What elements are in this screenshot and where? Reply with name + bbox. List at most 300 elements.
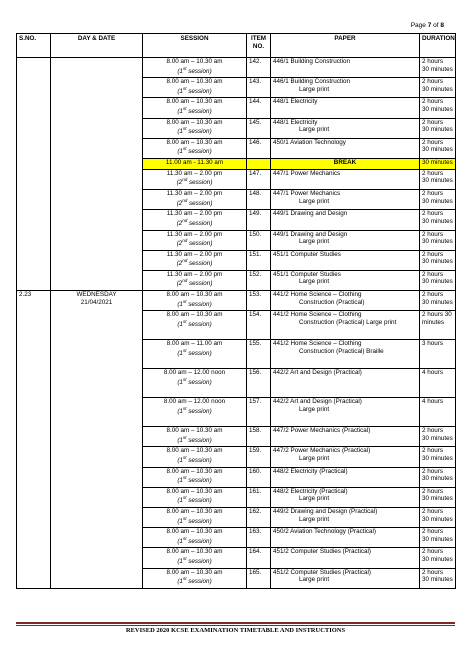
session-time: 8.00 am – 10.30 am (166, 467, 223, 475)
session-time: 8.00 am – 11.00 am (166, 340, 223, 348)
break-duration: 30 minutes (420, 158, 456, 169)
day-cell (51, 291, 143, 589)
header-session: SESSION (143, 34, 247, 58)
session-cell (143, 568, 247, 588)
session-ordinal: 1 (179, 128, 183, 136)
session-ordinal-suffix: nd (182, 177, 188, 183)
paper-cell (271, 487, 420, 507)
header-day: DAY & DATE (51, 34, 143, 58)
item-number: 161. (247, 487, 271, 507)
duration-line2: 30 minutes (422, 535, 453, 543)
paper-subtitle: Large print (299, 197, 330, 205)
item-number: 162. (247, 508, 271, 528)
duration-line1: 2 hours (422, 250, 444, 258)
item-number: 143. (247, 78, 271, 98)
session-number: (1st session) (177, 146, 212, 156)
header-item: ITEM NO. (247, 34, 271, 58)
session-ordinal: 1 (179, 436, 183, 444)
session-cell (143, 398, 247, 427)
item-number: 150. (247, 230, 271, 250)
paper-subtitle: Construction (Practical) Braille (299, 347, 384, 355)
session-number: (1st session) (177, 576, 212, 586)
header-row (17, 34, 456, 58)
session-ordinal: 1 (179, 497, 183, 505)
paper-title: 441/2 Home Science – Clothing (273, 291, 362, 299)
session-ordinal-suffix: st (182, 376, 187, 382)
session-ordinal: 2 (178, 260, 183, 268)
paper-subtitle: Large print (299, 515, 330, 523)
paper-title: 442/2 Art and Design (Practical) (273, 398, 362, 406)
session-ordinal-suffix: st (182, 65, 187, 71)
duration-line1: 2 hours (422, 487, 444, 495)
paper-title: 448/1 Electricity (273, 98, 318, 106)
session-time: 11.30 am – 2.00 pm (166, 169, 223, 177)
session-time: 8.00 am – 10.30 am (166, 528, 223, 536)
paper-subtitle: Large print (299, 238, 330, 246)
session-ordinal: 1 (179, 558, 183, 566)
duration-line2: 30 minutes (422, 177, 453, 185)
item-number: 152. (247, 270, 271, 290)
paper-title: 451/1 Computer Studies (273, 270, 341, 278)
session-ordinal: 2 (178, 199, 183, 207)
duration-cell (420, 169, 456, 189)
item-number: 160. (247, 467, 271, 487)
session-word: session (188, 477, 210, 485)
item-number: 154. (247, 311, 271, 340)
session-word: session (188, 407, 210, 415)
paper-cell (271, 58, 420, 78)
paper-cell (271, 169, 420, 189)
paper-title: 451/1 Computer Studies (273, 250, 341, 258)
session-cell (143, 548, 247, 568)
session-time: 8.00 am – 10.30 am (166, 568, 223, 576)
duration-line1: 2 hours (422, 270, 444, 278)
paper-cell (271, 340, 420, 369)
paper-cell (271, 250, 420, 270)
session-ordinal-suffix: st (182, 85, 187, 91)
duration-cell (420, 528, 456, 548)
paper-title: 449/2 Drawing and Design (Practical) (273, 508, 378, 515)
session-ordinal-suffix: st (182, 576, 187, 582)
duration-line1: 2 hours (422, 548, 444, 556)
item-number: 165. (247, 568, 271, 588)
session-cell (143, 210, 247, 230)
session-time: 11.30 am – 2.00 pm (166, 210, 223, 218)
paper-title: 450/2 Aviation Technology (Practical) (273, 528, 377, 536)
duration-line1: 2 hours 30 (422, 311, 452, 319)
paper-title: 441/2 Home Science – Clothing (273, 311, 362, 319)
session-ordinal: 1 (179, 87, 183, 95)
session-ordinal-suffix: st (182, 126, 187, 132)
paper-title: 448/1 Electricity (273, 118, 318, 126)
session-time: 8.00 am – 12.00 noon (163, 398, 226, 406)
header-duration: DURATION (420, 34, 456, 58)
session-word: session (188, 219, 211, 227)
session-cell (143, 467, 247, 487)
session-number: (1st session) (177, 475, 212, 485)
session-word: session (188, 349, 210, 357)
paper-cell (271, 427, 420, 447)
day-date: 21/04/2021 (80, 298, 113, 306)
session-ordinal-suffix: st (182, 555, 187, 561)
session-time: 8.00 am – 10.30 am (166, 98, 223, 106)
table-row (17, 291, 456, 311)
paper-cell (271, 467, 420, 487)
session-word: session (188, 148, 210, 156)
duration-line2: 30 minutes (422, 278, 453, 286)
session-ordinal-suffix: nd (182, 217, 188, 223)
duration-cell (420, 138, 456, 158)
session-number: (2nd session) (176, 197, 213, 207)
duration-line2: 30 minutes (422, 495, 453, 503)
session-cell (143, 447, 247, 467)
session-number: (1st session) (177, 434, 212, 444)
day-name: WEDNESDAY (76, 291, 117, 299)
duration-cell (420, 487, 456, 507)
paper-cell (271, 270, 420, 290)
item-number: 155. (247, 340, 271, 369)
duration-line2: 30 minutes (422, 197, 453, 205)
paper-title: 449/1 Drawing and Design (273, 210, 348, 218)
duration-cell (420, 340, 456, 369)
session-cell (143, 230, 247, 250)
session-ordinal-suffix: st (182, 535, 187, 541)
session-word: session (188, 199, 211, 207)
session-cell (143, 190, 247, 210)
break-time: 11.00 am - 11.30 am (143, 158, 247, 169)
session-cell (143, 369, 247, 398)
duration-cell (420, 98, 456, 118)
session-ordinal: 1 (179, 537, 183, 545)
session-word: session (188, 320, 210, 328)
session-word: session (188, 240, 211, 248)
duration-line1: 2 hours (422, 427, 444, 435)
session-ordinal-suffix: nd (182, 258, 188, 264)
duration-cell (420, 311, 456, 340)
item-number: 145. (247, 118, 271, 138)
session-time: 8.00 am – 10.30 am (166, 487, 223, 495)
header-sno: S.NO. (17, 34, 51, 58)
duration-line2: 30 minutes (422, 475, 453, 483)
session-number: (2nd session) (176, 238, 213, 248)
session-cell (143, 169, 247, 189)
duration-line1: 2 hours (422, 467, 444, 475)
session-ordinal-suffix: st (182, 347, 187, 353)
duration-line2: 30 minutes (422, 217, 453, 225)
session-time: 8.00 am – 10.30 am (166, 78, 223, 86)
paper-cell (271, 311, 420, 340)
session-time: 8.00 am – 10.30 am (166, 427, 223, 435)
paper-title: 451/2 Computer Studies (Practical) (273, 568, 371, 576)
duration-cell (420, 447, 456, 467)
session-time: 8.00 am – 10.30 am (166, 447, 223, 455)
page-current: 7 (427, 22, 432, 29)
session-word: session (188, 128, 210, 136)
session-ordinal: 2 (178, 219, 183, 227)
session-number: (1st session) (177, 454, 212, 465)
session-number: (2nd session) (176, 278, 213, 288)
session-ordinal-suffix: st (182, 495, 187, 501)
session-ordinal-suffix: nd (182, 238, 188, 244)
duration-line2: 30 minutes (422, 298, 453, 306)
paper-cell (271, 508, 420, 528)
session-word: session (188, 558, 210, 566)
session-time: 8.00 am – 10.30 am (166, 118, 223, 126)
session-number: (1st session) (177, 535, 212, 545)
item-number: 149. (247, 210, 271, 230)
session-word: session (188, 300, 210, 308)
session-word: session (188, 280, 211, 288)
paper-subtitle: Large print (299, 278, 330, 286)
paper-subtitle: Large print (299, 454, 330, 462)
duration-line2: 30 minutes (422, 434, 453, 442)
duration-line1: 3 hours (422, 340, 444, 348)
session-time: 8.00 am – 10.30 am (166, 548, 223, 556)
item-number: 146. (247, 138, 271, 158)
session-ordinal: 1 (179, 67, 183, 75)
duration-line1: 2 hours (422, 230, 444, 238)
duration-cell (420, 270, 456, 290)
duration-line1: 2 hours (422, 118, 444, 126)
session-cell (143, 250, 247, 270)
duration-line1: 2 hours (422, 508, 444, 515)
duration-line1: 2 hours (422, 528, 444, 536)
duration-line1: 2 hours (422, 58, 444, 65)
session-ordinal: 1 (179, 477, 183, 485)
duration-line1: 2 hours (422, 169, 444, 177)
item-number: 153. (247, 291, 271, 311)
session-time: 11.30 am – 2.00 pm (166, 270, 223, 278)
session-word: session (188, 457, 210, 465)
paper-subtitle: Large print (299, 85, 330, 93)
session-ordinal: 1 (179, 517, 183, 525)
paper-title: 446/1 Building Construction (273, 78, 351, 86)
paper-cell (271, 118, 420, 138)
session-ordinal-suffix: st (182, 318, 187, 324)
session-number: (1st session) (177, 555, 212, 566)
duration-line2: 30 minutes (422, 126, 453, 134)
duration-line2: 30 minutes (422, 146, 453, 154)
paper-cell (271, 210, 420, 230)
duration-line1: 2 hours (422, 138, 444, 146)
duration-line1: 2 hours (422, 78, 444, 86)
duration-line1: 2 hours (422, 568, 444, 576)
duration-line2: 30 minutes (422, 105, 453, 113)
session-cell (143, 311, 247, 340)
session-ordinal: 1 (179, 320, 183, 328)
paper-cell (271, 447, 420, 467)
duration-cell (420, 398, 456, 427)
item-number: 156. (247, 369, 271, 398)
duration-cell (420, 58, 456, 78)
session-time: 11.30 am – 2.00 pm (166, 190, 223, 198)
session-ordinal-suffix: st (182, 298, 187, 304)
paper-title: 446/1 Building Construction (273, 58, 351, 65)
session-number: (1st session) (177, 405, 212, 415)
session-word: session (188, 436, 210, 444)
item-number: 147. (247, 169, 271, 189)
paper-title: 441/2 Home Science – Clothing (273, 340, 362, 348)
session-cell (143, 291, 247, 311)
footer-rule-thin (16, 625, 455, 626)
paper-subtitle: Large print (299, 405, 330, 413)
paper-title: 449/1 Drawing and Design (273, 230, 348, 238)
item-number: 148. (247, 190, 271, 210)
duration-cell (420, 210, 456, 230)
session-ordinal-suffix: st (182, 146, 187, 152)
page-total: 8 (440, 22, 444, 29)
paper-cell (271, 98, 420, 118)
duration-line1: 2 hours (422, 447, 444, 455)
session-word: session (188, 67, 210, 75)
session-number: (1st session) (177, 65, 212, 75)
session-cell (143, 340, 247, 369)
session-word: session (188, 517, 210, 525)
session-number: (1st session) (177, 318, 212, 328)
session-word: session (188, 578, 210, 586)
session-word: session (188, 108, 210, 116)
item-number: 159. (247, 447, 271, 467)
session-number: (1st session) (177, 126, 212, 136)
duration-cell (420, 190, 456, 210)
session-ordinal: 1 (179, 378, 183, 386)
paper-title: 442/2 Art and Design (Practical) (273, 369, 362, 377)
session-cell (143, 427, 247, 447)
duration-line1: 2 hours (422, 98, 444, 106)
duration-cell (420, 250, 456, 270)
header-paper: PAPER (271, 34, 420, 58)
session-time: 8.00 am – 10.30 am (166, 291, 223, 299)
session-time: 8.00 am – 10.30 am (166, 508, 223, 515)
session-word: session (188, 260, 211, 268)
session-number: (1st session) (177, 105, 212, 116)
duration-cell (420, 467, 456, 487)
duration-cell (420, 548, 456, 568)
session-ordinal-suffix: st (182, 515, 187, 521)
footer-text: REVISED 2020 KCSE EXAMINATION TIMETABLE AND INSTRUCTIONS (125, 627, 346, 634)
session-ordinal: 1 (179, 148, 183, 156)
session-time: 11.30 am – 2.00 pm (166, 230, 223, 238)
paper-subtitle: Large print (299, 576, 330, 584)
page-number (411, 22, 444, 29)
paper-cell (271, 398, 420, 427)
session-number: (1st session) (177, 347, 212, 357)
session-time: 11.30 am – 2.00 pm (166, 250, 223, 258)
paper-title: 450/1 Aviation Technology (273, 138, 346, 146)
item-number: 157. (247, 398, 271, 427)
session-cell (143, 118, 247, 138)
session-number: (1st session) (177, 298, 212, 308)
paper-subtitle: Construction (Practical) Large print (299, 318, 397, 326)
session-word: session (188, 378, 210, 386)
duration-line2: 30 minutes (422, 258, 453, 266)
session-time: 8.00 am – 10.30 am (166, 138, 223, 146)
session-cell (143, 528, 247, 548)
item-number: 158. (247, 427, 271, 447)
session-ordinal-suffix: st (182, 405, 187, 411)
item-number: 151. (247, 250, 271, 270)
paper-cell (271, 528, 420, 548)
paper-title: 451/2 Computer Studies (Practical) (273, 548, 371, 556)
duration-line1: 2 hours (422, 291, 444, 299)
session-ordinal-suffix: nd (182, 197, 188, 203)
paper-cell (271, 568, 420, 588)
paper-cell (271, 78, 420, 98)
page-of: of (433, 22, 439, 29)
paper-cell (271, 548, 420, 568)
session-number: (2nd session) (176, 217, 213, 227)
session-word: session (188, 179, 211, 187)
duration-line2: 30 minutes (422, 576, 453, 584)
paper-subtitle: Large print (299, 126, 330, 134)
duration-line1: 2 hours (422, 210, 444, 218)
session-cell (143, 98, 247, 118)
session-ordinal: 2 (178, 240, 183, 248)
duration-line2: 30 minutes (422, 555, 453, 563)
session-ordinal: 1 (179, 108, 183, 116)
session-cell (143, 138, 247, 158)
session-time: 8.00 am – 10.30 am (166, 311, 223, 319)
footer-rule-thick (16, 622, 455, 624)
session-time: 8.00 am – 10.30 am (166, 58, 223, 65)
paper-cell (271, 190, 420, 210)
session-number: (1st session) (177, 85, 212, 95)
paper-title: 447/1 Power Mechanics (273, 169, 341, 177)
day-cell-continued (51, 58, 143, 291)
paper-title: 447/2 Power Mechanics (Practical) (273, 447, 371, 455)
paper-subtitle: Large print (299, 495, 330, 503)
session-number: (2nd session) (176, 177, 213, 187)
duration-cell (420, 230, 456, 250)
session-ordinal-suffix: st (182, 105, 187, 111)
session-cell (143, 78, 247, 98)
session-cell (143, 508, 247, 528)
session-ordinal-suffix: st (182, 434, 187, 440)
session-cell (143, 487, 247, 507)
item-number: 163. (247, 528, 271, 548)
paper-cell (271, 369, 420, 398)
duration-line2: 30 minutes (422, 85, 453, 93)
session-number: (1st session) (177, 495, 212, 505)
duration-cell (420, 508, 456, 528)
duration-line1: 4 hours (422, 369, 444, 377)
session-ordinal-suffix: st (182, 475, 187, 481)
duration-line2: 30 minutes (422, 515, 453, 523)
paper-title: 448/2 Electricity (Practical) (273, 467, 348, 475)
session-ordinal: 2 (178, 179, 183, 187)
duration-line1: 4 hours (422, 398, 444, 406)
session-word: session (188, 87, 210, 95)
sno-cell-continued (17, 58, 51, 291)
session-word: session (188, 497, 210, 505)
table-row (17, 58, 456, 78)
duration-cell (420, 427, 456, 447)
session-word: session (188, 537, 210, 545)
session-number: (1st session) (177, 376, 212, 386)
paper-title: 447/2 Power Mechanics (Practical) (273, 427, 371, 435)
paper-title: 448/2 Electricity (Practical) (273, 487, 348, 495)
paper-title: 447/1 Power Mechanics (273, 190, 341, 198)
item-number: 144. (247, 98, 271, 118)
session-cell (143, 270, 247, 290)
session-ordinal: 1 (179, 578, 183, 586)
break-item (247, 158, 271, 169)
duration-cell (420, 118, 456, 138)
paper-cell (271, 138, 420, 158)
page-label: Page (410, 22, 426, 29)
duration-line2: minutes (422, 318, 445, 326)
session-number: (2nd session) (176, 258, 213, 268)
